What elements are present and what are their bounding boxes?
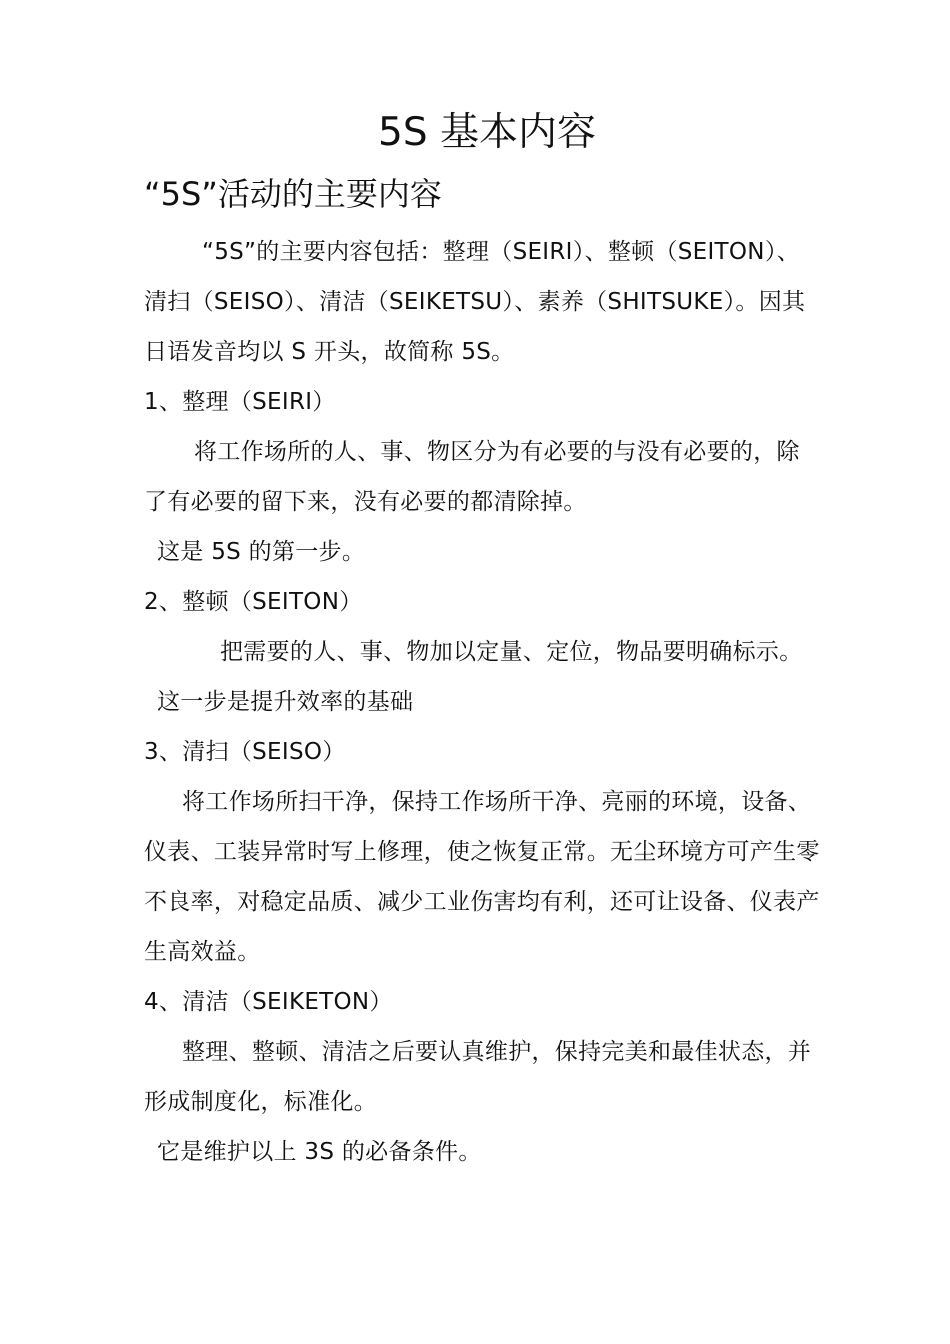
item-1-body: 将工作场所的人、事、物区分为有必要的与没有必要的，除了有必要的留下来，没有必要的都清除掉。 bbox=[144, 439, 800, 516]
item-2-heading: 2、整顿（SEITON） bbox=[144, 589, 363, 616]
item-3-heading: 3、清扫（SEISO） bbox=[144, 739, 346, 766]
item-4-note: 它是维护以上 3S 的必备条件。 bbox=[157, 1139, 482, 1166]
item-2-body: 把需要的人、事、物加以定量、定位，物品要明确标示。 bbox=[220, 639, 803, 666]
item-1-heading: 1、整理（SEIRI） bbox=[144, 389, 336, 416]
item-3-body: 将工作场所扫干净，保持工作场所干净、亮丽的环境，设备、仪表、工装异常时写上修理，使之恢复正常。无尘环境方可产生零不良率，对稳定品质、减少工业伤害均有利，还可让设备、仪表产生高效益。 bbox=[144, 789, 820, 966]
section-title: “5S”活动的主要内容 bbox=[144, 174, 442, 213]
item-2-note: 这一步是提升效率的基础 bbox=[157, 689, 414, 716]
intro-paragraph: “5S”的主要内容包括：整理（SEIRI）、整顿（SEITON）、清扫（SEISO）、清洁（SEIKETSU）、素养（SHITSUKE）。因其日语发音均以 S 开头，故简称 5S。 bbox=[144, 239, 806, 366]
item-4-heading: 4、清洁（SEIKETON） bbox=[144, 989, 393, 1016]
document-title: 5S 基本内容 bbox=[378, 110, 596, 155]
item-4-body: 整理、整顿、清洁之后要认真维护，保持完美和最佳状态，并形成制度化，标准化。 bbox=[144, 1039, 812, 1116]
item-1-note: 这是 5S 的第一步。 bbox=[157, 539, 366, 566]
